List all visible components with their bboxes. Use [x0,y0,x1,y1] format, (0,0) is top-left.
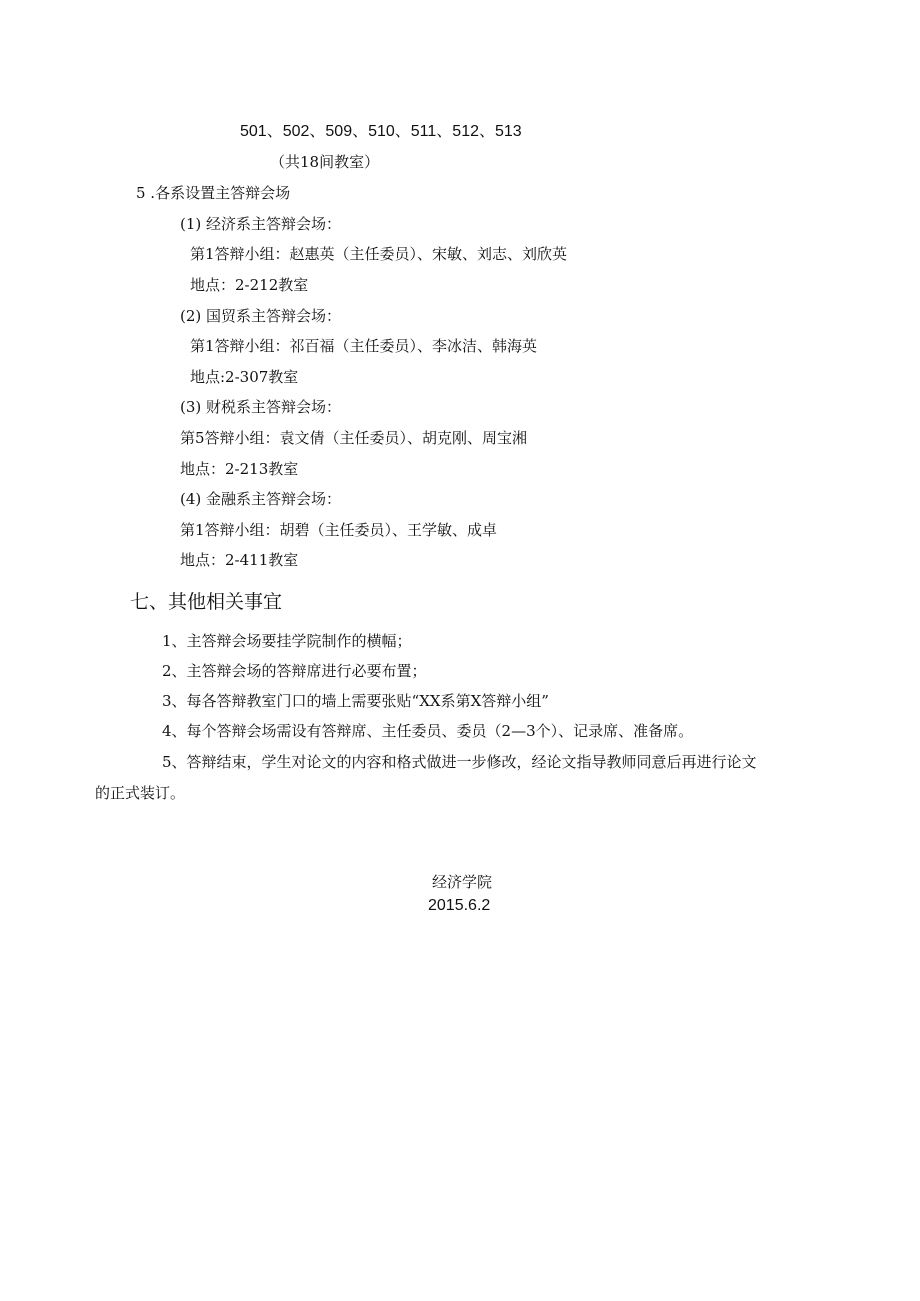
list-item-continuation: 的正式装订。 [95,784,186,802]
list-item: 2、主答辩会场的答辩席进行必要布置； [162,662,427,680]
list-item: 3、每各答辩教室门口的墙上需要张贴“XX系第X答辩小组” [162,692,549,710]
list-item: 5、答辩结束，学生对论文的内容和格式做进一步修改，经论文指导教师同意后再进行论文 [162,753,757,771]
venue-location: 地点:2-307教室 [190,368,299,386]
venue-group: 第1答辩小组：胡碧（主任委员）、王学敏、成卓 [180,521,498,539]
venue-location: 地点：2-411教室 [180,551,299,569]
room-count-note: （共18间教室） [270,153,380,171]
venue-group: 第5答辩小组：袁文倩（主任委员）、胡克刚、周宝湘 [180,429,528,447]
list-item: 4、每个答辩会场需设有答辩席、主任委员、委员（2—3个）、记录席、准备席。 [162,722,694,740]
section7-title: 七、其他相关事宜 [130,591,283,613]
signature-date: 2015.6.2 [428,897,491,914]
venue-location: 地点：2-212教室 [190,276,309,294]
venue-heading: (4) 金融系主答辩会场： [180,490,342,508]
list-item: 1、主答辩会场要挂学院制作的横幅； [162,632,412,650]
venue-location: 地点：2-213教室 [180,460,299,478]
room-list: 501、502、509、510、511、512、513 [240,123,522,140]
venue-heading: (1) 经济系主答辩会场： [180,215,342,233]
section5-title: 5 .各系设置主答辩会场 [136,184,291,202]
venue-heading: (3) 财税系主答辩会场： [180,398,342,416]
venue-group: 第1答辩小组：赵惠英（主任委员）、宋敏、刘志、刘欣英 [190,245,568,263]
signature-org: 经济学院 [432,873,493,891]
venue-heading: (2) 国贸系主答辩会场： [180,307,342,325]
venue-group: 第1答辩小组：祁百福（主任委员）、李冰洁、韩海英 [190,337,538,355]
